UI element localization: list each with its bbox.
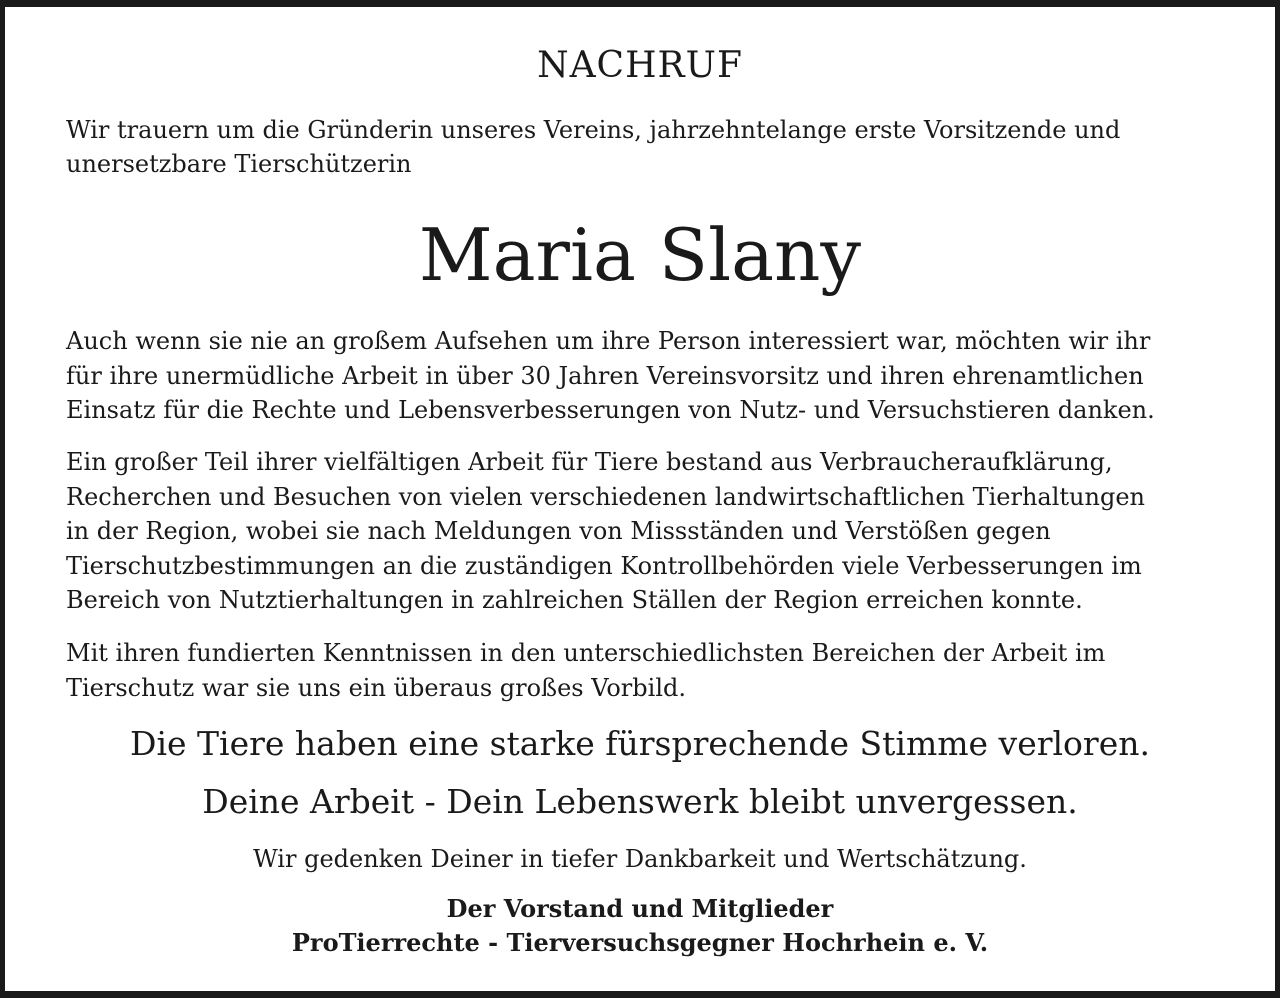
signature-organization: ProTierrechte - Tierversuchsgegner Hochrhein e. V.	[291, 928, 989, 957]
intro-line: Wir trauern um die Gründerin unseres Vereins, jahrzehntelange erste Vorsitzende und	[66, 116, 1121, 144]
paragraph-line: Ein großer Teil ihrer vielfältigen Arbeit für Tiere bestand aus Verbraucheraufklärung,	[66, 448, 1113, 476]
intro-text	[66, 113, 1226, 181]
paragraph-role-model	[66, 636, 1226, 705]
deceased-name: Maria Slany	[418, 213, 862, 297]
signature-board: Der Vorstand und Mitglieder	[446, 894, 834, 923]
memorial-statement: Wir gedenken Deiner in tiefer Dankbarkeit und Wertschätzung.	[253, 845, 1027, 873]
paragraph-line: Tierschutzbestimmungen an die zuständigen Kontrollbehörden viele Verbesserungen im	[66, 551, 1142, 580]
intro-line: unersetzbare Tierschützerin	[66, 150, 412, 178]
paragraph-line: für ihre unermüdliche Arbeit in über 30 Jahren Vereinsvorsitz und ihren ehrenamtlichen	[66, 361, 1144, 390]
paragraph-line: Auch wenn sie nie an großem Aufsehen um ihre Person interessiert war, möchten wir ihr	[66, 327, 1151, 355]
paragraph-line: Recherchen und Besuchen von vielen verschiedenen landwirtschaftlichen Tierhaltungen	[66, 482, 1145, 511]
memorial-quote: Deine Arbeit - Dein Lebenswerk bleibt unvergessen.	[202, 782, 1078, 821]
paragraph-work	[66, 445, 1226, 618]
obituary-heading: NACHRUF	[537, 45, 743, 86]
paragraph-line: Bereich von Nutztierhaltungen in zahlreichen Ställen der Region erreichen konnte.	[66, 586, 1083, 614]
memorial-quote: Die Tiere haben eine starke fürsprechende Stimme verloren.	[130, 724, 1150, 763]
paragraph-line: in der Region, wobei sie nach Meldungen von Missständen und Verstößen gegen	[66, 517, 1051, 545]
paragraph-line: Tierschutz war sie uns ein überaus großes Vorbild.	[66, 673, 686, 702]
paragraph-line: Mit ihren fundierten Kenntnissen in den unterschiedlichsten Bereichen der Arbeit im	[66, 639, 1106, 667]
paragraph-thanks	[66, 324, 1226, 428]
paragraph-line: Einsatz für die Rechte und Lebensverbesserungen von Nutz- und Versuchstieren danken.	[66, 396, 1155, 424]
